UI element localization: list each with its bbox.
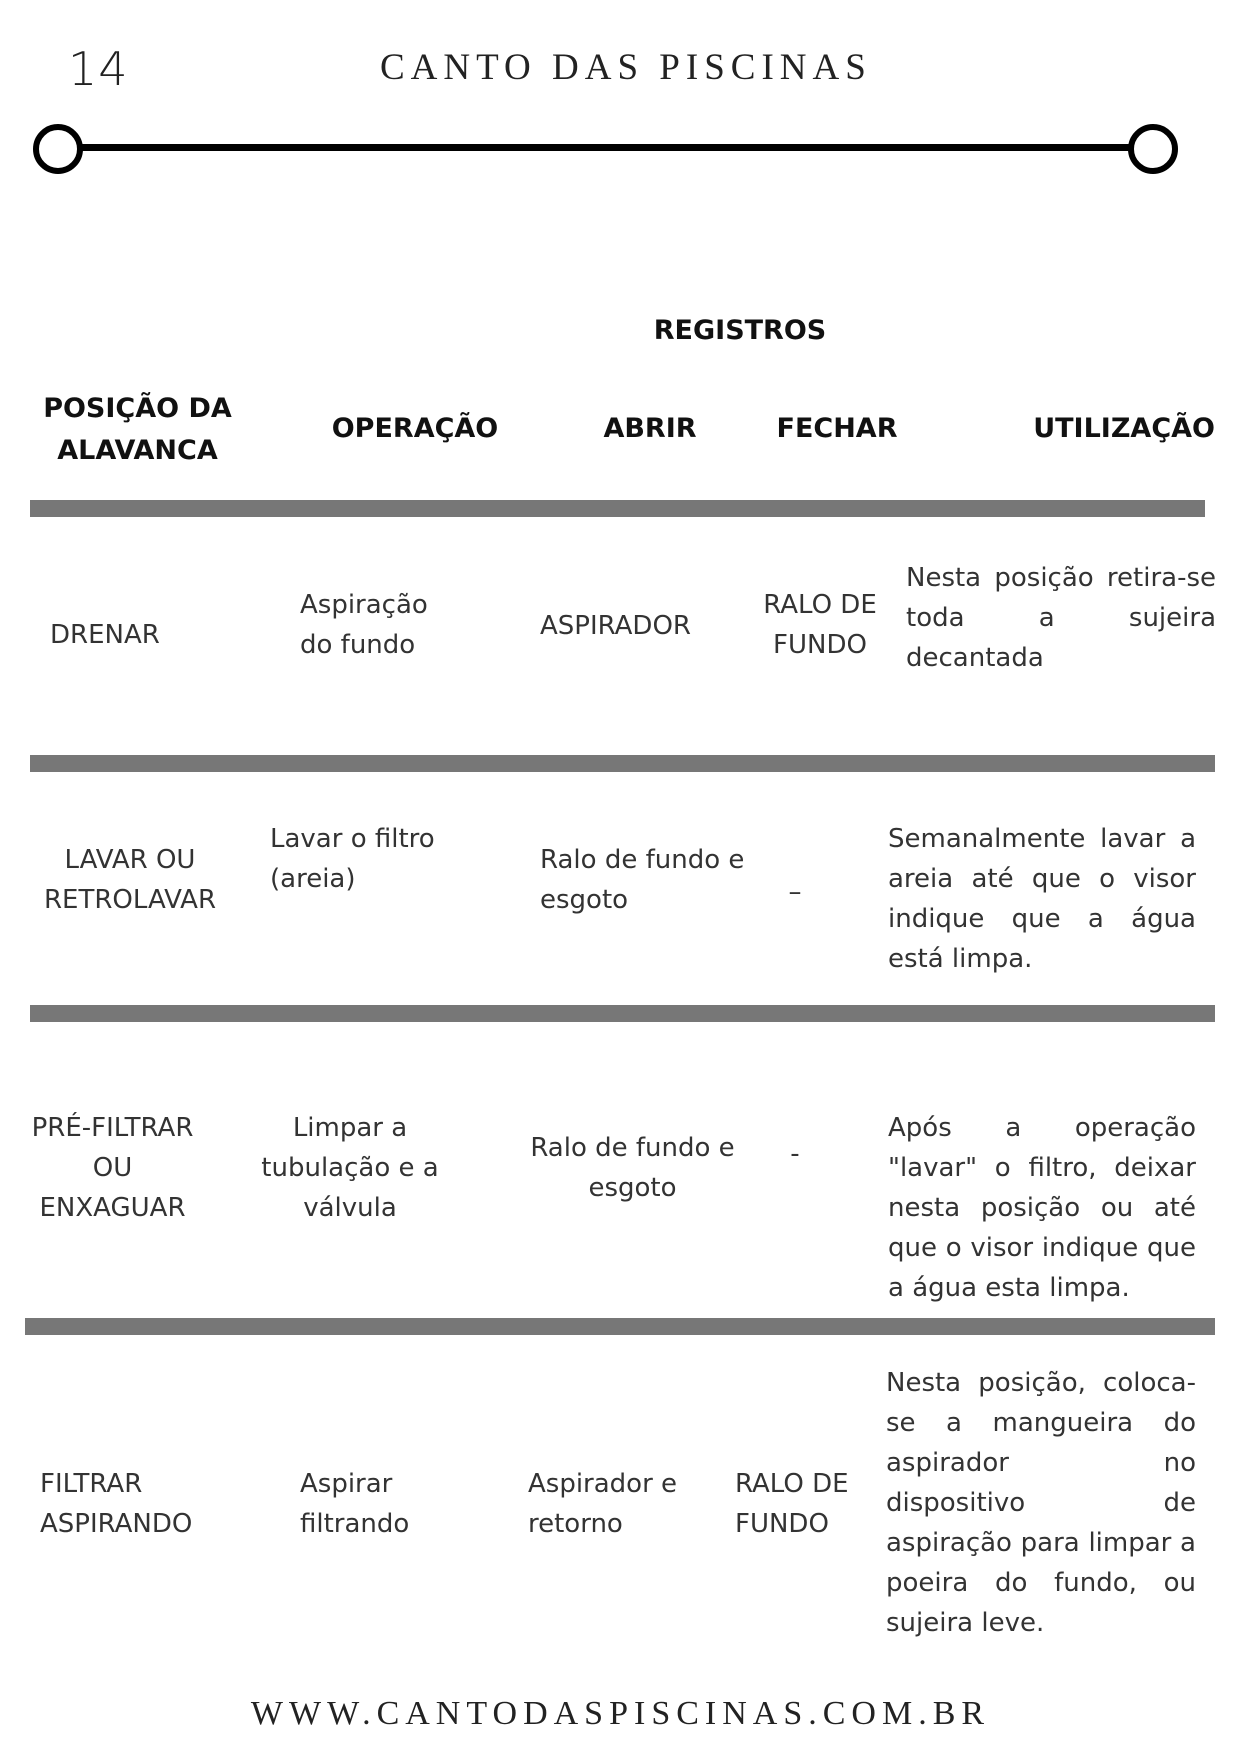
registros-group-header: REGISTROS (653, 315, 827, 346)
timeline-line (57, 144, 1154, 151)
footer-website-url: WWW.CANTODASPISCINAS.COM.BR (250, 1695, 991, 1732)
timeline-dot-left (33, 124, 83, 174)
cell-operacao: Aspiração do fundo (300, 590, 428, 660)
cell-utilizacao: Nesta posição, coloca-se a mangueira do aspirador no dispositivo de aspiração para limpar a poeira do fundo, ou sujeira leve. (886, 1368, 1196, 1638)
cell-abrir: Ralo de fundo e esgoto (540, 845, 745, 915)
cell-abrir: ASPIRADOR (540, 611, 691, 641)
col-header-utilizacao: UTILIZAÇÃO (1033, 413, 1215, 444)
brand-title: CANTO DAS PISCINAS (380, 47, 872, 88)
cell-utilizacao: Nesta posição retira-se toda a sujeira decantada (906, 563, 1216, 673)
cell-utilizacao: Semanalmente lavar a areia até que o visor indique que a água está limpa. (888, 824, 1196, 974)
cell-operacao: Lavar o filtro (areia) (270, 824, 435, 894)
table-divider (25, 1318, 1215, 1335)
table-divider (30, 500, 1205, 517)
col-header-posicao: POSIÇÃO DA ALAVANCA (43, 393, 232, 466)
cell-abrir: Ralo de fundo e esgoto (530, 1133, 735, 1203)
timeline-dot-right (1128, 124, 1178, 174)
cell-abrir: Aspirador e retorno (528, 1469, 678, 1539)
col-header-abrir: ABRIR (603, 413, 697, 444)
cell-operacao: Aspirar filtrando (300, 1469, 410, 1539)
cell-posicao: LAVAR OU RETROLAVAR (43, 845, 217, 915)
table-divider (30, 1005, 1215, 1022)
cell-posicao: PRÉ-FILTRAR OU ENXAGUAR (31, 1113, 194, 1223)
cell-fechar: – (788, 877, 802, 907)
col-header-operacao: OPERAÇÃO (331, 413, 499, 444)
table-divider (30, 755, 1215, 772)
timeline-decoration (33, 124, 1178, 172)
cell-utilizacao: Após a operação "lavar" o filtro, deixar nesta posição ou até que o visor indique que a água esta limpa. (888, 1113, 1196, 1303)
col-header-fechar: FECHAR (776, 413, 898, 444)
cell-posicao: FILTRAR ASPIRANDO (40, 1469, 193, 1539)
cell-fechar: - (790, 1139, 800, 1169)
cell-fechar: RALO DE FUNDO (763, 590, 877, 660)
page-number: 14 (68, 42, 129, 96)
cell-fechar: RALO DE FUNDO (735, 1469, 849, 1539)
cell-operacao: Limpar a tubulação e a válvula (261, 1113, 439, 1223)
cell-posicao: DRENAR (50, 620, 160, 650)
